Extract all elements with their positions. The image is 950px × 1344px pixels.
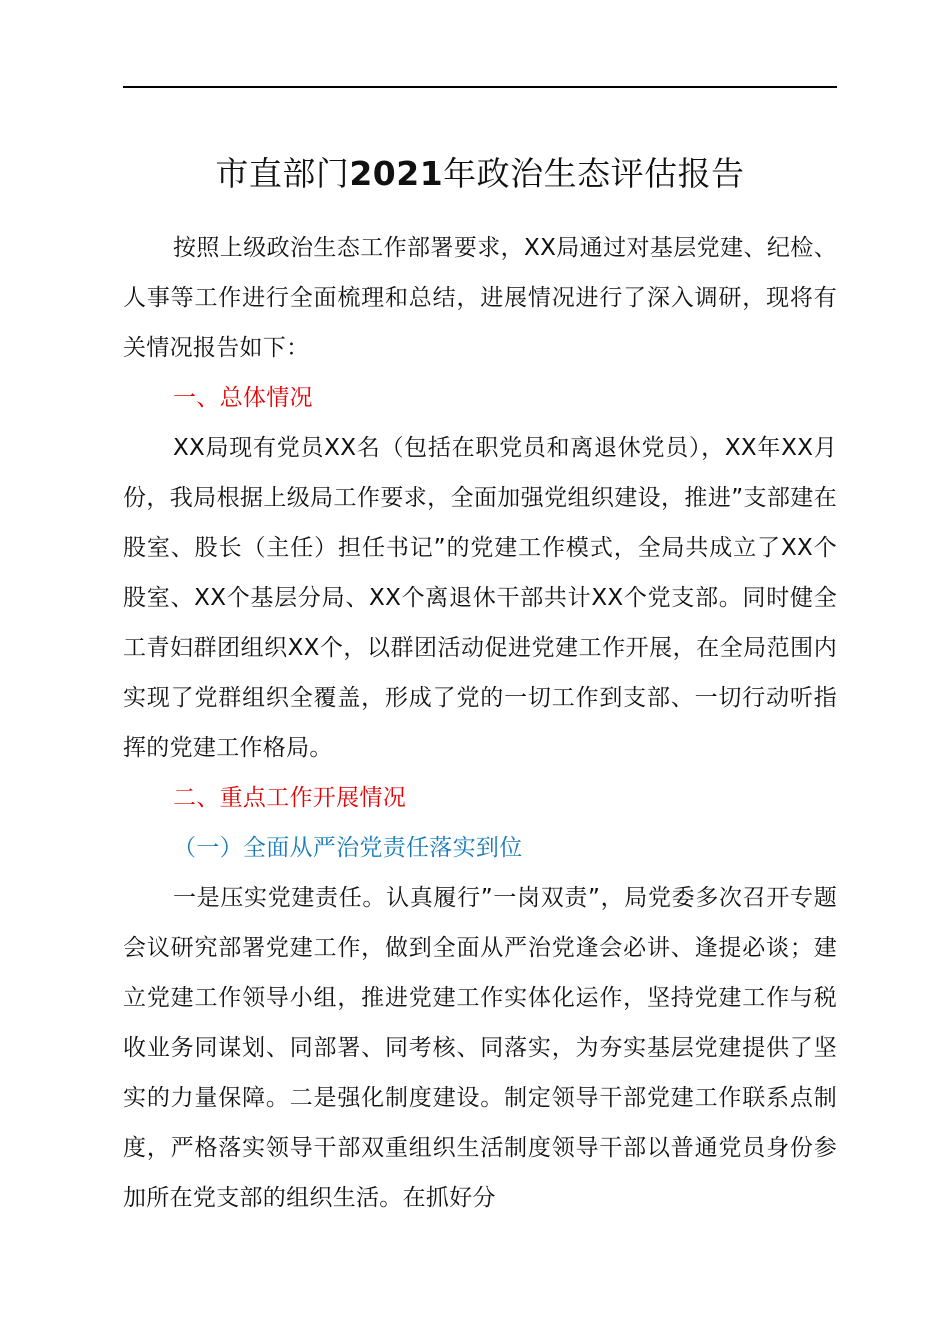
section-heading-key-work: 二、重点工作开展情况 <box>173 785 406 811</box>
document-body <box>123 223 837 1223</box>
section-heading-overview: 一、总体情况 <box>173 385 313 411</box>
document-title <box>123 150 837 198</box>
subsection-heading-1: （一）全面从严治党责任落实到位 <box>173 835 523 861</box>
header-rule <box>123 86 837 88</box>
title-year: 2021 <box>349 154 444 193</box>
intro-paragraph: 按照上级政治生态工作部署要求，XX局通过对基层党建、纪检、人事等工作进行全面梳理和总结，进展情况进行了深入调研，现将有关情况报告如下： <box>123 235 837 361</box>
overview-paragraph: XX局现有党员XX名（包括在职党员和离退休党员），XX年XX月份，我局根据上级局工作要求，全面加强党组织建设，推进”支部建在股室、股长（主任）担任书记”的党建工作模式，全局共成立了XX个股室、XX个基层分局、XX个离退休干部共计XX个党支部。同时健全工青妇群团组织XX个，以群团活动促进党建工作开展，在全局范围内实现了党群组织全覆盖，形成了党的一切工作到支部、一切行动听指挥的党建工作格局。 <box>123 435 837 761</box>
title-suffix: 年政治生态评估报告 <box>443 154 745 193</box>
title-prefix: 市直部门 <box>215 154 350 193</box>
key-work-paragraph: 一是压实党建责任。认真履行”一岗双责”，局党委多次召开专题会议研究部署党建工作，做到全面从严治党逢会必讲、逢提必谈；建立党建工作领导小组，推进党建工作实体化运作，坚持党建工作与税收业务同谋划、同部署、同考核、同落实，为夯实基层党建提供了坚实的力量保障。二是强化制度建设。制定领导干部党建工作联系点制度，严格落实领导干部双重组织生活制度领导干部以普通党员身份参加所在党支部的组织生活。在抓好分 <box>123 885 837 1211</box>
